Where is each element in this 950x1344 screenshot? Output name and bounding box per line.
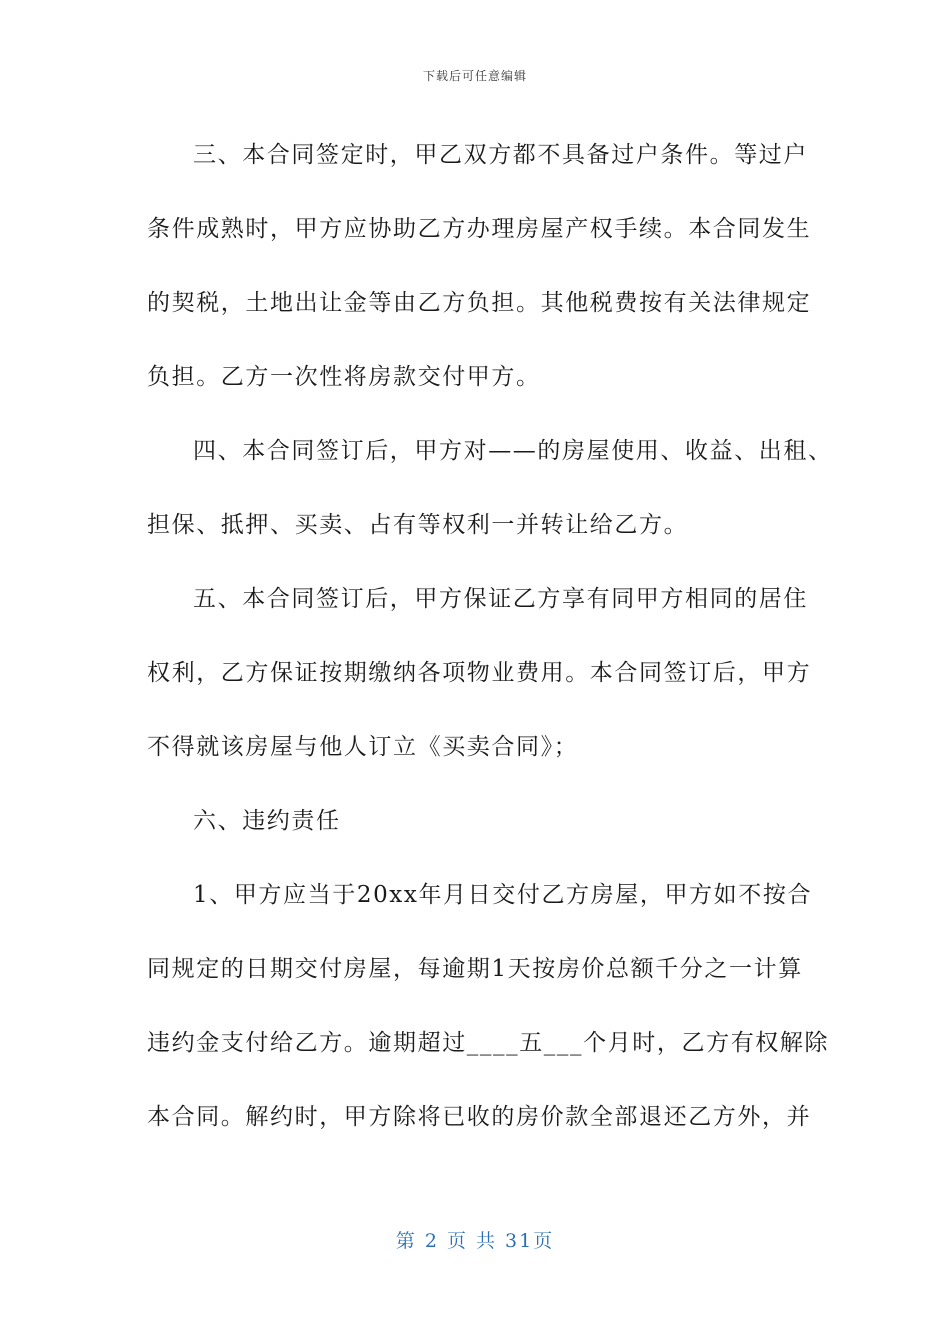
paragraph-line: 1、甲方应当于20xx年月日交付乙方房屋，甲方如不按合 [193,882,813,908]
paragraph-line: 不得就该房屋与他人订立《买卖合同》； [147,734,579,760]
paragraph-line: 四、本合同签订后，甲方对——的房屋使用、收益、出租、 [193,438,833,464]
header-note: 下载后可任意编辑 [422,69,527,83]
paragraph-line: 负担。乙方一次性将房款交付甲方。 [147,364,541,390]
paragraph-line: 本合同。解约时，甲方除将已收的房价款全部退还乙方外，并 [147,1104,812,1130]
paragraph-line: 同规定的日期交付房屋，每逾期1天按房价总额千分之一计算 [147,956,803,982]
paragraph-line: 担保、抵押、买卖、占有等权利一并转让给乙方。 [147,512,689,538]
page-number-footer: 第 2 页 共 31页 [395,1230,555,1252]
paragraph-line: 条件成熟时，甲方应协助乙方办理房屋产权手续。本合同发生 [147,216,812,242]
paragraph-line: 违约金支付给乙方。逾期超过____五___个月时，乙方有权解除 [147,1030,830,1056]
paragraph-line: 三、本合同签定时，甲乙双方都不具备过户条件。等过户 [193,142,808,168]
document-body [147,118,833,1154]
paragraph-line: 五、本合同签订后，甲方保证乙方享有同甲方相同的居住 [193,586,808,612]
paragraph-line: 权利，乙方保证按期缴纳各项物业费用。本合同签订后，甲方 [147,660,812,686]
section-heading: 六、违约责任 [193,808,341,834]
paragraph-line: 的契税，土地出让金等由乙方负担。其他税费按有关法律规定 [147,290,812,316]
